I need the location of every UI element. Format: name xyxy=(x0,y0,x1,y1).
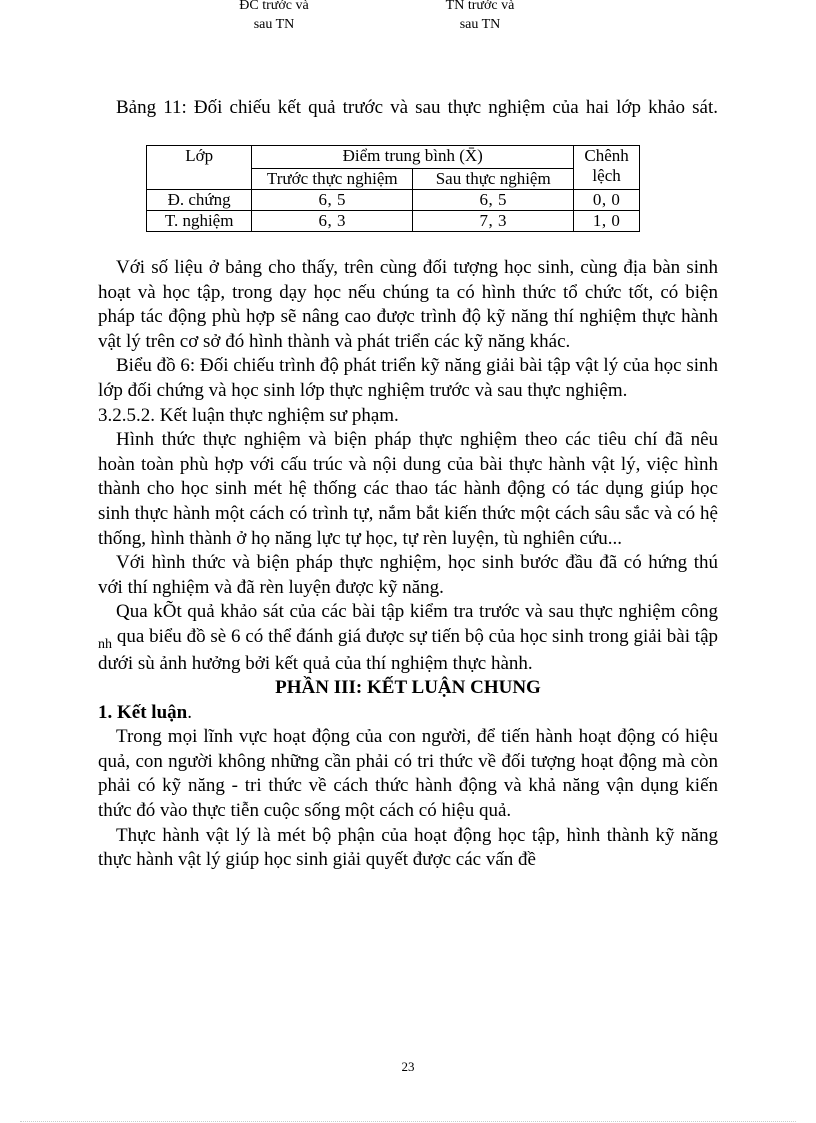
paragraph-5: Với hình thức và biện pháp thực nghiệm, học sinh bước đầu đã có hứng thú với thí nghiệm và đã rèn luyện được kỹ năng. xyxy=(98,552,718,598)
chart-label-dc-line1: ĐC trước và xyxy=(239,0,309,13)
paragraph-chart-6: Biểu đồ 6: Đối chiếu trình độ phát triển kỹ năng giải bài tập vật lý của học sinh lớp đối chứng và học sinh lớp thực nghiệm trước và sau thực nghiệm. xyxy=(98,355,718,401)
header-lop: Lớp xyxy=(147,146,252,190)
cell-lop: T. nghiệm xyxy=(147,211,252,232)
part-heading: PHẦN III: KẾT LUẬN CHUNG xyxy=(275,677,541,699)
paragraph-4: Hình thức thực nghiệm và biện pháp thực nghiệm theo các tiêu chí đã nêu hoàn toàn phù hợp với cấu trúc và nội dung của bài thực hành vật lý, việc hình thành cho học sinh mét hệ thống các thao tác hành động có tác dụng giúp học sinh thực hành một cách có trình tự, nắm bắt kiến thức một cách sâu sắc và có hệ thống, hình thành ở họ năng lực tự học, tự rèn luyện, tù nghiên cứu... xyxy=(98,429,718,549)
cell-truoc: 6, 3 xyxy=(252,211,413,232)
chart-label-tn xyxy=(420,0,540,34)
section-1-dot: . xyxy=(187,701,192,723)
paragraph-6-part-b: qua biểu đồ sè 6 có thể đánh giá được sự tiến bộ của học sinh trong giải bài tập dưới sù ảnh hưởng bởi kết quả của thí nghiệm thực hành. xyxy=(98,625,719,674)
chart-label-dc-line2: sau TN xyxy=(253,17,295,32)
header-sau: Sau thực nghiệm xyxy=(413,169,574,190)
cell-chenh: 1, 0 xyxy=(574,211,640,232)
paragraph-8: Thực hành vật lý là mét bộ phận của hoạt động học tập, hình thành kỹ năng thực hành vật lý giúp học sinh giải quyết được các vấn đề xyxy=(98,824,718,871)
header-diem-tb: Điểm trung bình (X̄) xyxy=(252,146,574,169)
page-number: 23 xyxy=(401,1059,415,1074)
table-caption-text: Bảng 11: Đối chiếu kết quả trước và sau thực nghiệm của hai lớp khảo sát. xyxy=(116,97,718,118)
cell-sau: 7, 3 xyxy=(413,211,574,232)
body-text xyxy=(98,256,718,873)
cell-lop: Đ. chứng xyxy=(147,190,252,211)
page-bottom-divider xyxy=(20,1121,796,1122)
cell-sau: 6, 5 xyxy=(413,190,574,211)
table-row xyxy=(147,190,640,211)
paragraph-6 xyxy=(98,600,718,676)
cell-truoc: 6, 5 xyxy=(252,190,413,211)
table-caption xyxy=(98,95,718,120)
paragraph-1: Với số liệu ở bảng cho thấy, trên cùng đối tượng học sinh, cùng địa bàn sinh hoạt và học tập, trong dạy học nếu chúng ta có hình thức tổ chức tốt, có biện pháp tác động phù hợp sẽ nâng cao được trình độ kỹ năng thí nghiệm thực hành vật lý trên cơ sở đó hình thành và phát triển các kỹ năng khác. xyxy=(98,257,718,352)
table-header-row xyxy=(147,146,640,169)
chart-label-dc xyxy=(214,0,334,34)
chart-label-tn-line1: TN trước và xyxy=(445,0,515,13)
section-1-title: 1. Kết luận xyxy=(98,701,188,723)
table-row xyxy=(147,211,640,232)
results-table xyxy=(146,145,640,232)
header-chenh-lech: Chênh lệch xyxy=(574,146,640,190)
paragraph-6-sub: nh xyxy=(98,636,112,652)
chart-label-tn-line2: sau TN xyxy=(459,17,501,32)
section-heading-3-2-5-2: 3.2.5.2. Kết luận thực nghiệm sư phạm. xyxy=(98,404,399,426)
paragraph-7: Trong mọi lĩnh vực hoạt động của con người, để tiến hành hoạt động có hiệu quả, con người không những cần phải có tri thức về đối tượng hoạt động mà còn phải có kỹ năng - tri thức về cách thức hành động và khả năng vận dụng kiến thức đó vào thực tiễn cuộc sống một cách có hiệu quả. xyxy=(98,726,718,822)
header-truoc: Trước thực nghiệm xyxy=(252,169,413,190)
cell-chenh: 0, 0 xyxy=(574,190,640,211)
section-1-heading xyxy=(98,701,718,726)
paragraph-6-part-a: Qua kÕt quả khảo sát của các bài tập kiểm tra trước và sau thực nghiệm công xyxy=(116,601,718,623)
